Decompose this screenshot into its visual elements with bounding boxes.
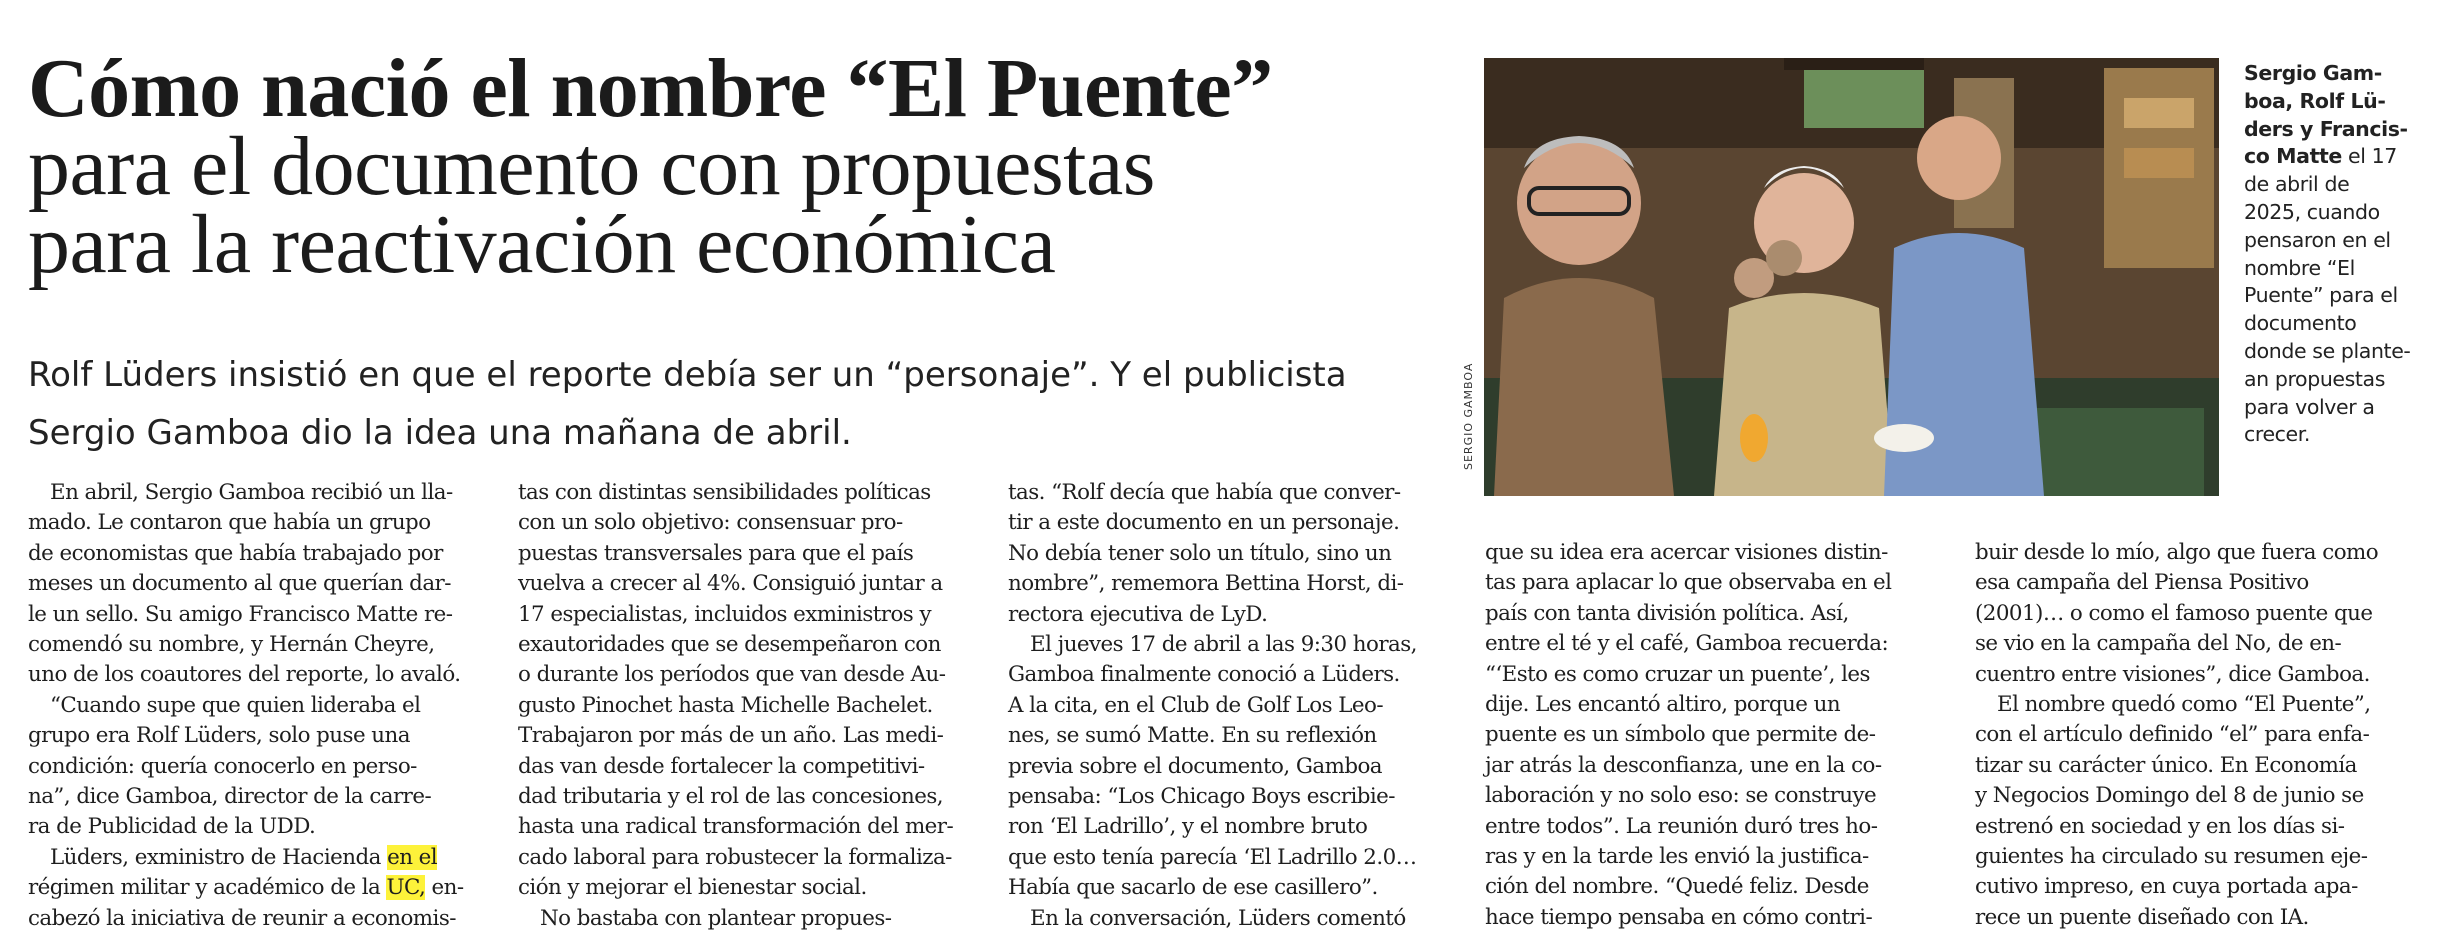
text-line: buir desde lo mío, algo que fuera como: [1975, 540, 2379, 565]
text-line: uno de los coautores del reporte, lo avaló.: [28, 662, 461, 688]
text-line: o durante los períodos que van desde Au-: [518, 662, 946, 688]
caption-line: nombre “El: [2244, 255, 2355, 280]
paragraph: [28, 843, 493, 934]
text-line: tas para aplacar lo que observaba en el: [1485, 570, 1892, 596]
headline-line-3: para la reactivación económica: [28, 198, 1056, 291]
text-line: condición: quería conocerlo en perso-: [28, 753, 417, 779]
text-line: Había que sacarlo de ese casillero”.: [1008, 875, 1378, 901]
text-line: “‘Esto es como cruzar un puente’, les: [1485, 661, 1870, 687]
text-line: na”, dice Gamboa, director de la carre-: [28, 784, 432, 810]
text-line: hace tiempo pensaba en cómo contri-: [1485, 904, 1873, 930]
text-line: gusto Pinochet hasta Michelle Bachelet.: [518, 692, 933, 718]
caption-names-last: co Matte: [2244, 144, 2342, 169]
text-line: 17 especialistas, incluidos exministros y: [518, 601, 932, 627]
text-line: rece un puente diseñado con IA.: [1975, 904, 2309, 930]
text-line: cuentro entre visiones”, dice Gamboa.: [1975, 661, 2370, 687]
text-line: laboración y no solo eso: se construye: [1485, 783, 1877, 809]
caption-mixed-line: [2244, 143, 2444, 171]
text-segment: Lüders, exministro de Hacienda: [50, 844, 388, 870]
text-line: No bastaba con plantear propues-: [540, 905, 892, 931]
text-line: de economistas que había trabajado por: [28, 540, 443, 566]
highlighted-text: en el: [387, 844, 438, 870]
paragraph: [1975, 690, 2440, 933]
photo-caption: [2244, 60, 2444, 449]
text-line: rectora ejecutiva de LyD.: [1008, 601, 1268, 627]
headline-line-1: Cómo nació el nombre “El Puente”: [28, 42, 1273, 135]
caption-line: an propuestas: [2244, 366, 2385, 391]
deck-line-2: Sergio Gamboa dio la idea una mañana de abril.: [28, 413, 852, 453]
caption-line: donde se plante-: [2244, 338, 2411, 363]
text-line: comendó su nombre, y Hernán Cheyre,: [28, 632, 435, 658]
photo-credit: SERGIO GAMBOA: [1462, 362, 1475, 470]
text-line: nombre”, rememora Bettina Horst, di-: [1008, 571, 1404, 597]
photo-illustration: [1484, 58, 2219, 496]
caption-names-line: ders y Francis-: [2244, 116, 2408, 141]
text-line: ra de Publicidad de la UDD.: [28, 814, 316, 840]
body-column-4: [1485, 538, 1950, 933]
text-line: se vio en la campaña del No, de en-: [1975, 631, 2342, 657]
paragraph: [1008, 478, 1473, 630]
text-line: A la cita, en el Club de Golf Los Leo-: [1008, 692, 1384, 718]
paragraph: [1975, 538, 2440, 690]
text-segment: en-: [425, 875, 464, 901]
text-line: puente es un símbolo que permite de-: [1485, 722, 1876, 748]
text-line: exautoridades que se desempeñaron con: [518, 632, 941, 658]
text-line: ras y en la tarde les envió la justifica-: [1485, 844, 1869, 870]
body-column-3: [1008, 478, 1473, 934]
text-line: Trabajaron por más de un año. Las medi-: [518, 723, 944, 749]
text-line: con el artículo definido “el” para enfa-: [1975, 722, 2370, 748]
text-line: ción del nombre. “Quedé feliz. Desde: [1485, 874, 1869, 900]
article-photo: [1484, 58, 2219, 496]
text-line: Gamboa finalmente conoció a Lüders.: [1008, 662, 1400, 688]
caption-line: crecer.: [2244, 422, 2311, 447]
text-line: grupo era Rolf Lüders, solo puse una: [28, 723, 410, 749]
paragraph: [28, 478, 493, 691]
text-line: país con tanta división política. Así,: [1485, 600, 1849, 626]
text-line: guientes ha circulado su resumen eje-: [1975, 844, 2368, 870]
paragraph: [1485, 538, 1950, 933]
caption-line: de abril de: [2244, 172, 2350, 197]
text-line: cutivo impreso, en cuya portada apa-: [1975, 874, 2358, 900]
deck-subtitle: [28, 346, 1458, 462]
text-line: En abril, Sergio Gamboa recibió un lla-: [50, 480, 453, 505]
text-line: vuelva a crecer al 4%. Consiguió juntar a: [518, 571, 943, 597]
text-line: En la conversación, Lüders comentó: [1030, 905, 1406, 931]
text-line: estrenó en sociedad y en los días si-: [1975, 813, 2345, 839]
caption-line: documento: [2244, 311, 2357, 336]
paragraph: [1008, 630, 1473, 904]
text-line: das van desde fortalecer la competitivi-: [518, 753, 925, 779]
text-line: ción y mejorar el bienestar social.: [518, 875, 867, 901]
text-line: dad tributaria y el rol de las concesiones,: [518, 784, 944, 810]
text-line: tir a este documento en un personaje.: [1008, 510, 1400, 536]
text-line: hasta una radical transformación del mer-: [518, 814, 954, 840]
text-line: cabezó la iniciativa de reunir a economis-: [28, 905, 456, 931]
caption-names-line: Sergio Gam-: [2244, 61, 2382, 85]
body-column-2: [518, 478, 983, 934]
body-column-1: [28, 478, 493, 934]
text-line: le un sello. Su amigo Francisco Matte re-: [28, 601, 453, 627]
text-line: ron ‘El Ladrillo’, y el nombre bruto: [1008, 814, 1368, 840]
body-column-5: [1975, 538, 2440, 933]
paragraph: [518, 904, 983, 934]
headline-line-2: para el documento con propuestas: [28, 120, 1155, 213]
caption-line: para volver a: [2244, 394, 2375, 419]
text-line: previa sobre el documento, Gamboa: [1008, 753, 1383, 779]
text-line: El jueves 17 de abril a las 9:30 horas,: [1030, 632, 1417, 658]
text-line: mado. Le contaron que había un grupo: [28, 510, 431, 536]
text-line: meses un documento al que querían dar-: [28, 571, 451, 597]
text-line: cado laboral para robustecer la formaliza-: [518, 844, 952, 870]
paragraph: [518, 478, 983, 904]
text-line: entre todos”. La reunión duró tres ho-: [1485, 813, 1878, 839]
caption-line: pensaron en el: [2244, 227, 2391, 252]
text-line: jar atrás la desconfianza, une en la co-: [1485, 752, 1882, 778]
headline: [28, 42, 1458, 291]
text-line: nes, se sumó Matte. En su reflexión: [1008, 723, 1377, 749]
text-line: tizar su carácter único. En Economía: [1975, 752, 2357, 778]
caption-line: Puente” para el: [2244, 283, 2398, 308]
paragraph: [28, 691, 493, 843]
text-line: con un solo objetivo: consensuar pro-: [518, 510, 903, 536]
text-line: esa campaña del Piensa Positivo: [1975, 570, 2309, 596]
text-line: pensaba: “Los Chicago Boys escribie-: [1008, 784, 1395, 810]
text-line: tas. “Rolf decía que había que conver-: [1008, 480, 1401, 505]
text-line: que esto tenía parecía ‘El Ladrillo 2.0…: [1008, 844, 1417, 870]
text-line: que su idea era acercar visiones distin-: [1485, 540, 1888, 565]
highlighted-text: UC,: [386, 875, 426, 901]
caption-line: 2025, cuando: [2244, 199, 2380, 224]
text-line: No debía tener solo un título, sino un: [1008, 540, 1392, 566]
text-line: entre el té y el café, Gamboa recuerda:: [1485, 631, 1889, 657]
text-line: [28, 873, 493, 903]
text-line: tas con distintas sensibilidades políticas: [518, 480, 931, 505]
deck-line-1: Rolf Lüders insistió en que el reporte debía ser un “personaje”. Y el publicista: [28, 355, 1347, 395]
text-line: (2001)… o como el famoso puente que: [1975, 600, 2373, 626]
text-line: [28, 843, 493, 873]
text-line: “Cuando supe que quien lideraba el: [50, 692, 421, 718]
text-line: El nombre quedó como “El Puente”,: [1997, 692, 2371, 718]
caption-rest-first: el 17: [2341, 144, 2397, 169]
text-segment: régimen militar y académico de la: [28, 875, 387, 901]
paragraph: [1008, 904, 1473, 934]
text-line: puestas transversales para que el país: [518, 540, 914, 566]
text-line: dije. Les encantó altiro, porque un: [1485, 692, 1841, 718]
caption-names-line: boa, Rolf Lü-: [2244, 88, 2386, 113]
text-line: y Negocios Domingo del 8 de junio se: [1975, 783, 2364, 809]
